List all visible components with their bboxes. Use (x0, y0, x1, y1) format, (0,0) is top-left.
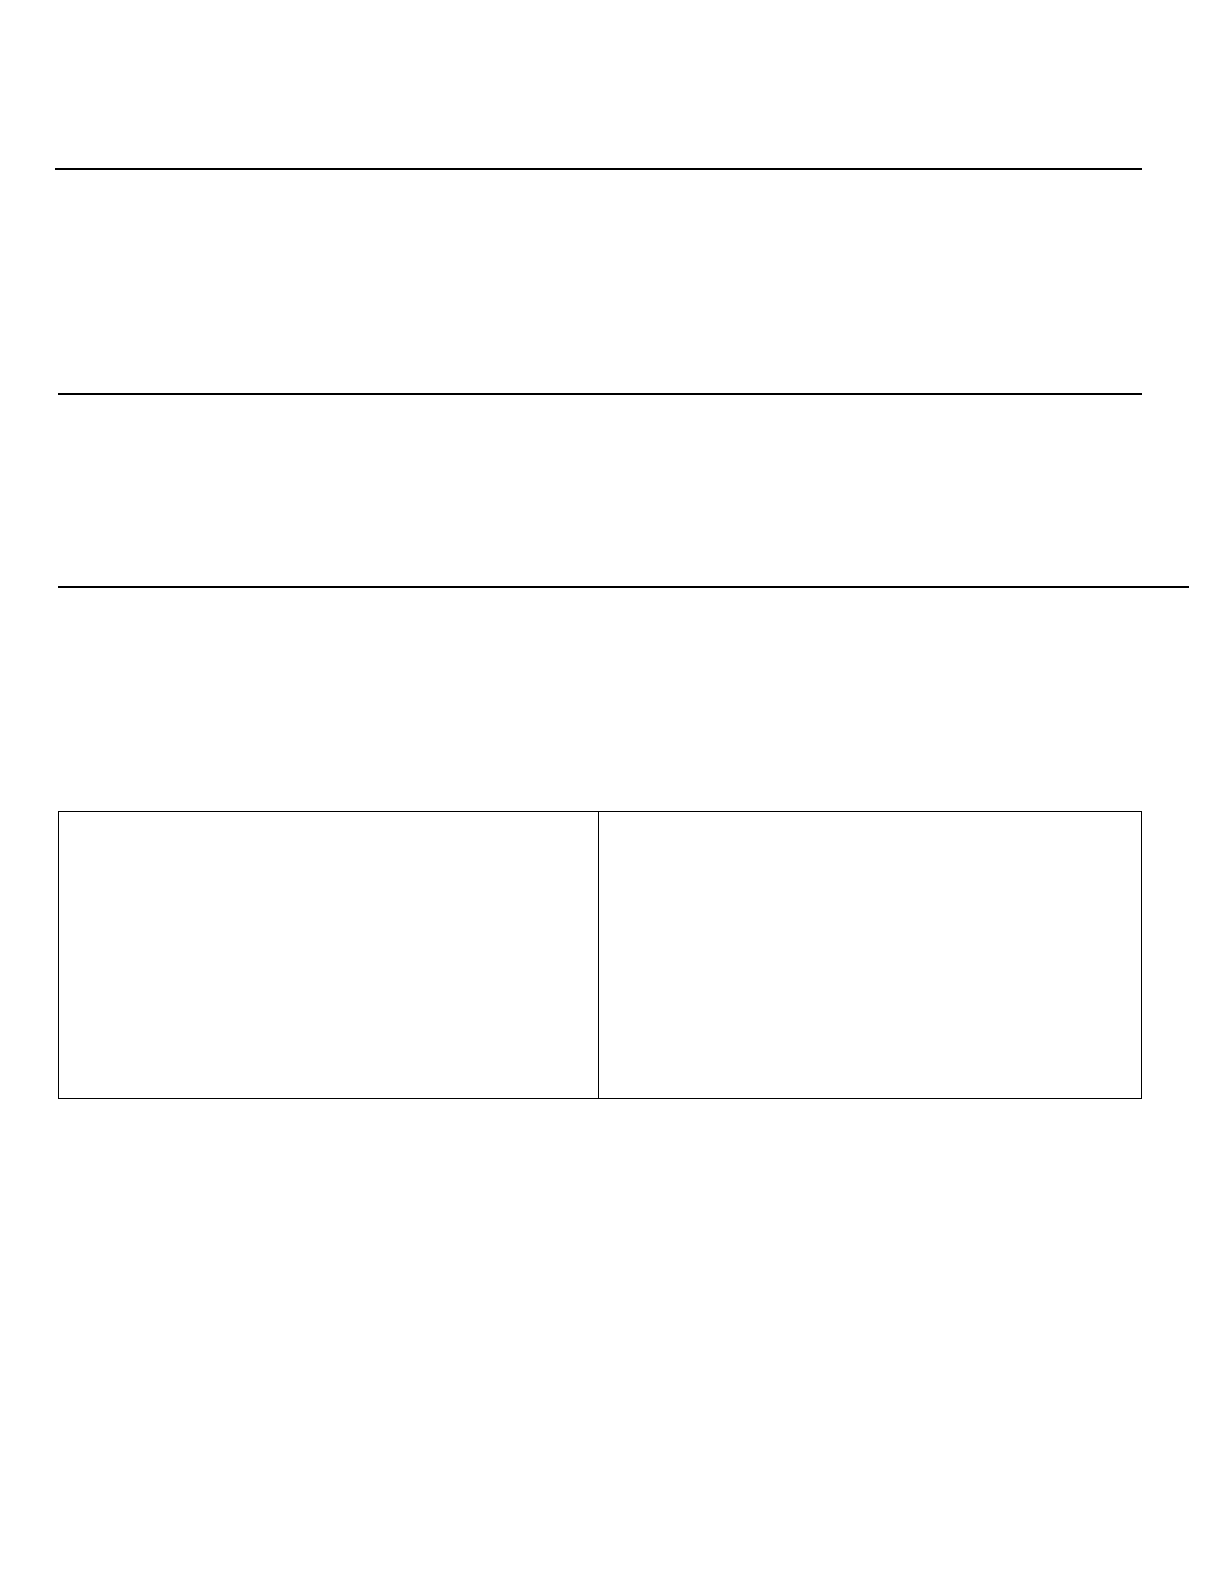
part1-col-d (871, 169, 1142, 170)
part3-col-a (59, 587, 342, 588)
part1-table (55, 168, 1142, 170)
part4-column-b (599, 812, 1142, 1099)
part2-col-d (870, 394, 1142, 395)
part2-table (58, 393, 1142, 395)
part1-col-a (56, 169, 323, 170)
part3-col-d (907, 587, 1189, 588)
part3-table (58, 586, 1189, 588)
part4-table (58, 811, 1142, 1099)
part3-col-c (624, 587, 907, 588)
part2-col-b (327, 394, 597, 395)
part2-col-a (59, 394, 327, 395)
part4-column-a (59, 812, 599, 1099)
part1-col-c (589, 169, 871, 170)
part2-col-c (597, 394, 870, 395)
part3-col-b (342, 587, 624, 588)
part1-col-b (323, 169, 589, 170)
